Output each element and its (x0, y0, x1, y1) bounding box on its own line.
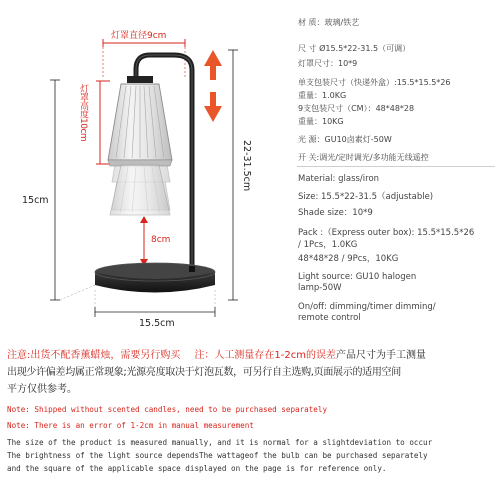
note-cn-line-1 (7, 348, 426, 364)
spec-cn-material: 材 质：玻璃/铁艺 (298, 18, 360, 27)
shade-diameter-label: 灯罩直径9cm (111, 31, 167, 41)
note-cn-line-2: 出现少许偏差均属正常现象;光源亮度取决于灯泡瓦数，可另行自主选购,页面展示的适用空间 (7, 367, 401, 378)
divider (297, 166, 495, 167)
note-en-candle: Note: Shipped without scented candles, need to be purchased separately (7, 405, 328, 414)
gap-label: 8cm (151, 235, 171, 245)
total-height-line (228, 50, 238, 300)
note-cn-candle: 注意:出货不配香薰蜡烛，需要另行购买 (7, 350, 181, 361)
spec-cn-pack-nine: 9支包装尺寸（CM）：48*48*28 (298, 104, 415, 113)
note-en-brightness: The brightness of the light source dependsThe wattageof the bulb can be purchased separately (7, 451, 428, 460)
gap-line (140, 216, 148, 266)
spec-cn-size: 尺 寸 Ø15.5*22-31.5（可调） (298, 44, 411, 53)
note-cn-error: 注：人工测量存在1-2cm的误差 (194, 350, 336, 361)
lamp-shade (108, 76, 172, 166)
spec-en-size: Size: 15.5*22-31.5（adjustable) (298, 192, 434, 202)
spec-cn-switch: 开 关:调光/定时调光/多功能无线遥控 (298, 153, 429, 162)
spec-en-pack-2: / 1Pcs，1.0KG (298, 240, 358, 250)
spec-en-switch-2: remote control (298, 313, 361, 323)
spec-cn-shade: 灯罩尺寸：10*9 (298, 59, 358, 68)
lamp-shade-lower (110, 165, 170, 215)
spec-en-material: Material: glass/iron (298, 174, 380, 184)
base-height-label: 15cm (22, 195, 49, 206)
spec-en-shade: Shade size：10*9 (298, 208, 373, 218)
spec-cn-light: 光 源：GU10卤素灯-50W (298, 135, 392, 144)
base-width-line (95, 290, 215, 317)
spec-cn-weight-single: 重量：1.0KG (298, 91, 347, 100)
spec-en-light-1: Light source: GU10 halogen (298, 272, 417, 282)
adjust-arrows-icon (204, 50, 222, 122)
note-en-error: Note: There is an error of 1-2cm in manual measurement (7, 421, 254, 430)
note-cn-manual: 产品尺寸为手工测量 (335, 350, 426, 361)
spec-cn-weight-nine: 重量：10KG (298, 117, 344, 126)
spec-en-light-2: lamp-50W (298, 283, 342, 293)
note-en-reference: and the square of the applicable space displayed on the page is for reference only. (7, 464, 387, 473)
spec-en-switch-1: On/off: dimming/timer dimming/ (298, 302, 436, 312)
total-height-label: 22-31.5cm (241, 140, 252, 192)
spec-en-pack-1: Pack :（Express outer box): 15.5*15.5*26 (298, 228, 475, 238)
note-cn-line-3: 平方仅供参考。 (7, 384, 77, 395)
note-en-measure: The size of the product is measured manually, and it is normal for a slightdeviation to occur (7, 438, 433, 447)
lamp-base (95, 263, 215, 293)
shade-height-line (96, 81, 110, 164)
shade-height-label: 灯罩高度10cm (78, 84, 88, 142)
lamp-illustration (0, 0, 300, 345)
spec-cn-pack-single: 单支包装尺寸（快递外盒）:15.5*15.5*26 (298, 78, 451, 87)
base-width-label: 15.5cm (139, 318, 175, 329)
spec-en-pack-3: 48*48*28 / 9Pcs，10KG (298, 254, 399, 264)
